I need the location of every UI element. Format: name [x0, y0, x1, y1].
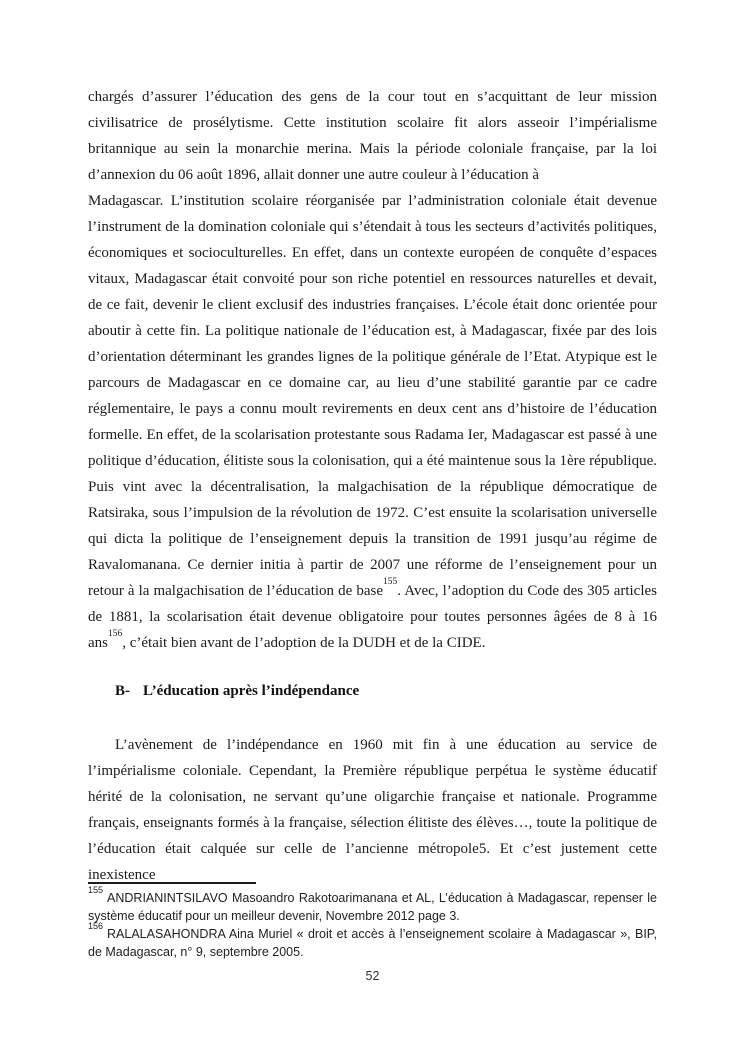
footnote-marker: 155 — [88, 884, 104, 895]
footnote-text: ANDRIANINTSILAVO Masoandro Rakotoarimanana et AL, L’éducation à Madagascar, repenser le système éducatif pour un meilleur devenir, Novembre 2012 page 3. — [88, 891, 657, 923]
footnote-156 — [88, 920, 657, 961]
footnote-text: RALALASAHONDRA Aina Muriel « droit et accès à l’enseignement scolaire à Madagascar », BIP, de Madagascar, n° 9, septembre 2005. — [88, 927, 657, 959]
footnote-separator — [88, 882, 256, 884]
body-paragraph-2 — [88, 188, 657, 656]
section-heading — [88, 678, 657, 704]
footnotes-section — [88, 876, 657, 961]
section-heading-label: B- — [115, 683, 130, 699]
page-number: 52 — [365, 969, 380, 983]
footnote-155 — [88, 884, 657, 925]
paragraph-text: . Avec, l’adoption du Code des 305 articles de 1881, la scolarisation était devenue obligatoire pour toutes personnes âgées de 8 à 16 ans — [88, 583, 657, 651]
page-content — [88, 84, 657, 888]
paragraph-text: Madagascar. L’institution scolaire réorganisée par l’administration coloniale était devenue l’instrument de la domination coloniale qui s’étendait à tous les secteurs d’activités politiques, économiques et socioculturelles. En effet, dans un contexte européen de conquête d’espaces vitaux, Madagascar était convoité pour son riche potentiel en ressources naturelles et devait, de ce fait, devenir le client exclusif des industries françaises. L’école était donc orientée pour aboutir à cette fin. La politique nationale de l’éducation est, à Madagascar, fixée par des lois d’orientation déterminant les grandes lignes de la politique générale de l’Etat. Atypique est le parcours de Madagascar en ce domaine car, au lieu d’une stabilité garantie par ce cadre réglementaire, le pays a connu moult revirements en deux cent ans d’histoire de l’éducation formelle. En effet, de la scolarisation protestante sous Radama Ier, Madagascar est passé à une politique d’éducation, élitiste sous la colonisation, qui a été maintenue sous la 1ère république. Puis vint avec la décentralisation, la malgachisation de la république démocratique de Ratsiraka, sous l’impulsion de la révolution de 1972. C’est ensuite la scolarisation universelle qui dicta la politique de l’enseignement depuis la transition de 1991 jusqu’au régime de Ravalomanana. Ce dernier initia à partir de 2007 une réforme de l’enseignement pour un retour à la malgachisation de l’éducation de base — [88, 193, 657, 599]
footnote-ref-156: 156 — [108, 629, 123, 639]
footnote-marker: 156 — [88, 920, 104, 931]
body-paragraph-3: L’avènement de l’indépendance en 1960 mit fin à une éducation au service de l’impérialisme coloniale. Cependant, la Première république perpétua le système éducatif hérité de la colonisation, ne servant qu’une oligarchie française et nationale. Programme français, enseignants formés à la française, sélection élitiste des élèves…, toute la politique de l’éducation était calquée sur celle de l’ancienne métropole5. Et c’est justement cette inexistence — [88, 737, 657, 883]
body-paragraph-1: chargés d’assurer l’éducation des gens de la cour tout en s’acquittant de leur mission civilisatrice de prosélytisme. Cette institution scolaire fit alors asseoir l’impérialisme britannique au sein la monarchie merina. Mais la période coloniale française, par la loi d’annexion du 06 août 1896, allait donner une autre couleur à l’éducation à — [88, 89, 657, 183]
footnote-ref-155: 155 — [382, 577, 398, 587]
paragraph-text: , c’était bien avant de l’adoption de la DUDH et de la CIDE. — [122, 635, 486, 651]
section-heading-title: L’éducation après l’indépendance — [143, 683, 360, 699]
